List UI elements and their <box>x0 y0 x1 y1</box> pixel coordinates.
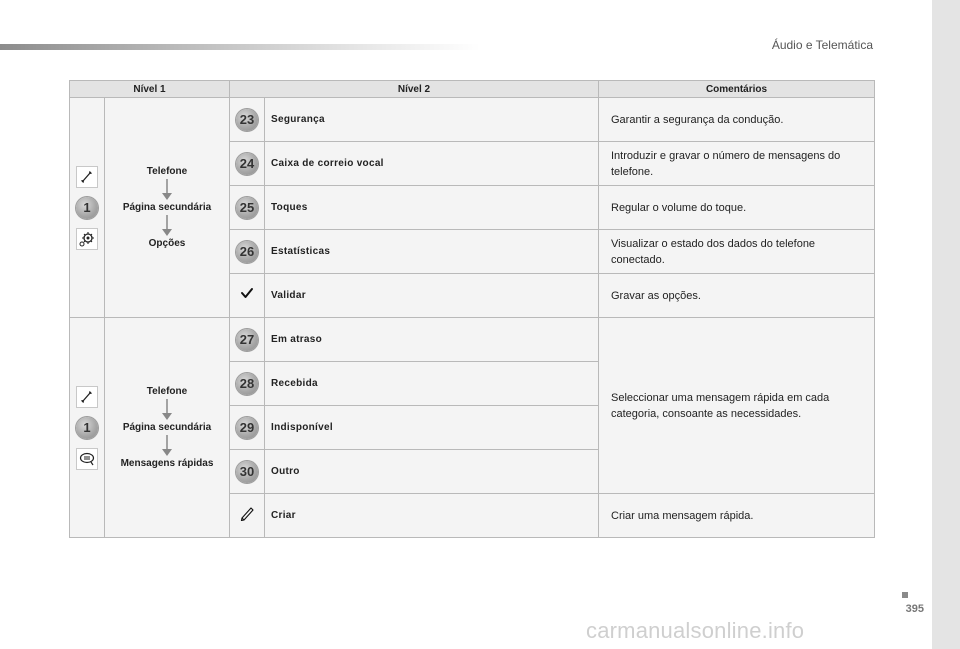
comment-text: Introduzir e gravar o número de mensagens do telefone. <box>599 142 875 186</box>
checkmark-icon <box>240 286 254 300</box>
flow-step-quick-messages: Mensagens rápidas <box>120 457 214 469</box>
level2-label: Estatísticas <box>265 230 599 274</box>
level2-label: Criar <box>265 494 599 538</box>
table-row <box>70 98 875 142</box>
page-number: 395 <box>905 603 924 615</box>
badge-26: 26 <box>236 241 258 263</box>
level2-label: Caixa de correio vocal <box>265 142 599 186</box>
comment-text: Regular o volume do toque. <box>599 186 875 230</box>
flow-step-options: Opções <box>148 237 186 249</box>
level2-label: Indisponível <box>265 406 599 450</box>
phone-icon <box>76 386 98 408</box>
flow-step-secondary-page: Página secundária <box>122 201 212 213</box>
badge-25: 25 <box>236 197 258 219</box>
column-header-level2: Nível 2 <box>230 81 599 98</box>
section-title: Áudio e Telemática <box>771 38 873 52</box>
level1-icons <box>70 98 105 318</box>
arrow-down-icon <box>161 435 173 457</box>
watermark: carmanualsonline.info <box>586 618 805 643</box>
flow-step-phone: Telefone <box>146 165 188 177</box>
arrow-down-icon <box>161 179 173 201</box>
flow-step-secondary-page: Página secundária <box>122 421 212 433</box>
table-row <box>70 318 875 362</box>
level1-flow <box>105 318 230 538</box>
level2-label: Validar <box>265 274 599 318</box>
comment-text: Seleccionar uma mensagem rápida em cada categoria, consoante as necessidades. <box>599 318 875 494</box>
page-side-tab <box>932 0 960 649</box>
level2-label: Em atraso <box>265 318 599 362</box>
comment-text: Criar uma mensagem rápida. <box>599 494 875 538</box>
badge-23: 23 <box>236 109 258 131</box>
phone-icon <box>76 166 98 188</box>
comment-text: Gravar as opções. <box>599 274 875 318</box>
flow-step-phone: Telefone <box>146 385 188 397</box>
settings-icon <box>76 228 98 250</box>
arrow-down-icon <box>161 215 173 237</box>
badge-27: 27 <box>236 329 258 351</box>
level2-label: Segurança <box>265 98 599 142</box>
pencil-icon <box>239 505 255 521</box>
page-marker <box>902 592 908 598</box>
header-gradient-bar <box>0 44 480 50</box>
message-icon <box>76 448 98 470</box>
menu-table <box>69 80 875 538</box>
badge-28: 28 <box>236 373 258 395</box>
level2-label: Toques <box>265 186 599 230</box>
comment-text: Visualizar o estado dos dados do telefone conectado. <box>599 230 875 274</box>
level1-flow <box>105 98 230 318</box>
badge-30: 30 <box>236 461 258 483</box>
badge-29: 29 <box>236 417 258 439</box>
level1-icons <box>70 318 105 538</box>
comment-text: Garantir a segurança da condução. <box>599 98 875 142</box>
badge-24: 24 <box>236 153 258 175</box>
table-header-row <box>70 81 875 98</box>
level2-label: Recebida <box>265 362 599 406</box>
badge-step: 1 <box>76 197 98 219</box>
level2-label: Outro <box>265 450 599 494</box>
column-header-comments: Comentários <box>599 81 875 98</box>
badge-step: 1 <box>76 417 98 439</box>
column-header-level1: Nível 1 <box>70 81 230 98</box>
arrow-down-icon <box>161 399 173 421</box>
